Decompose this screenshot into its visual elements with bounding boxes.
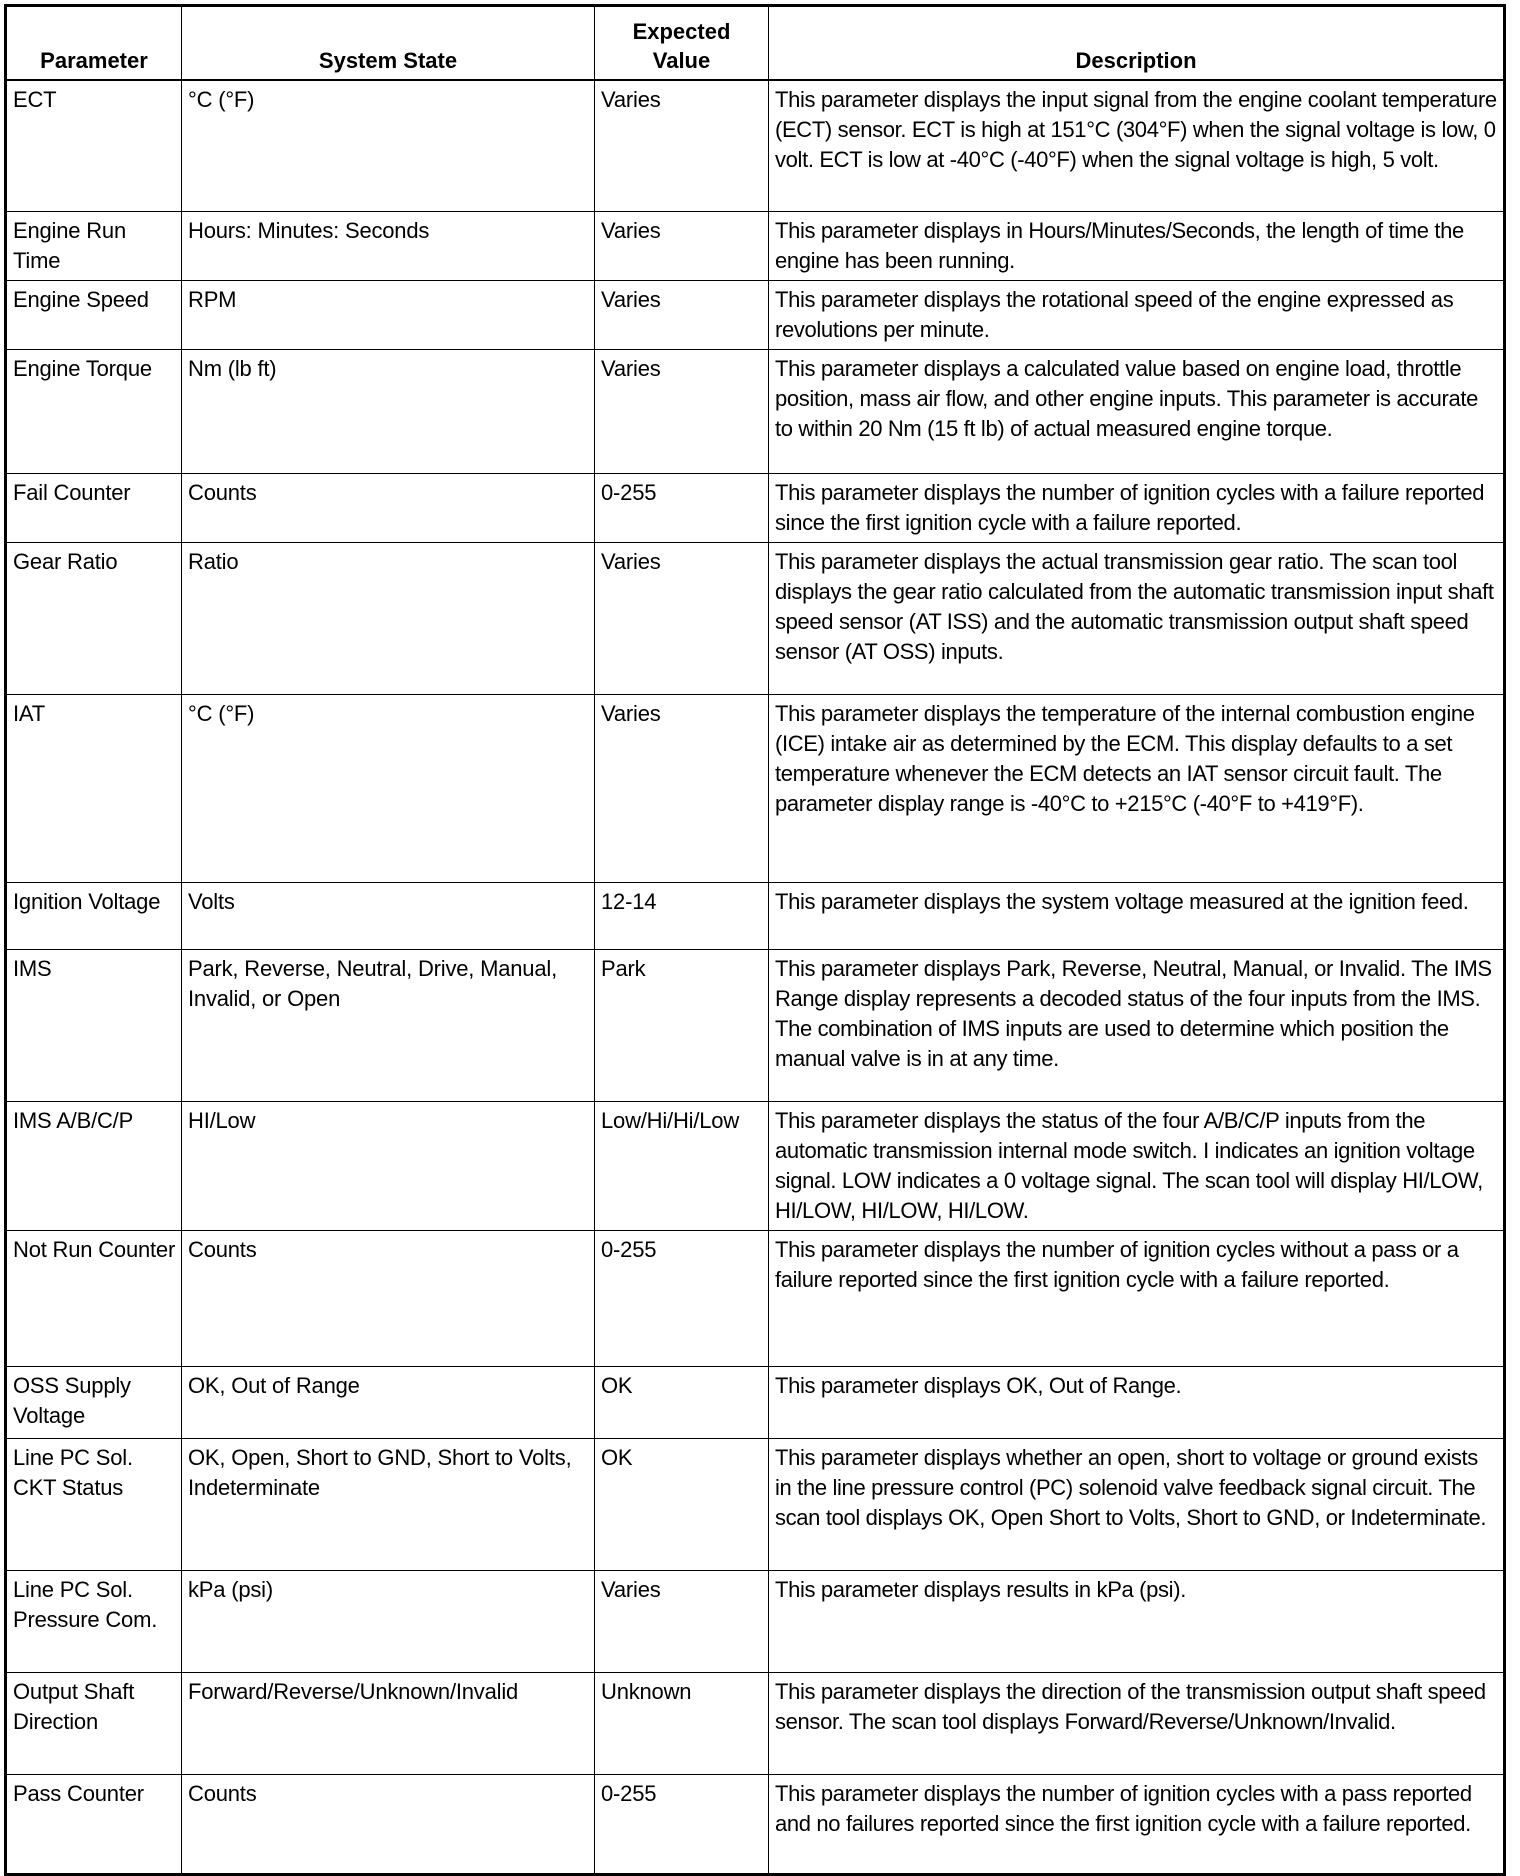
cell-system-state: Volts [182,883,595,950]
cell-description: This parameter displays the direction of the transmission output shaft speed sensor. The scan tool displays Forward/Reverse/Unknown/Invalid. [769,1673,1505,1775]
cell-parameter: Gear Ratio [6,543,182,695]
table-row [6,1673,1505,1775]
cell-expected-value: OK [595,1439,769,1571]
cell-system-state: OK, Out of Range [182,1367,595,1439]
cell-description: This parameter displays a calculated value based on engine load, throttle position, mass air flow, and other engine inputs. This parameter is accurate to within 20 Nm (15 ft lb) of actual measured engine torque. [769,350,1505,474]
table-row [6,80,1505,212]
cell-parameter: Pass Counter [6,1775,182,1875]
cell-system-state: Counts [182,1775,595,1875]
cell-expected-value: Varies [595,695,769,883]
cell-expected-value: Varies [595,350,769,474]
cell-parameter: IMS A/B/C/P [6,1102,182,1231]
cell-description: This parameter displays whether an open, short to voltage or ground exists in the line pressure control (PC) solenoid valve feedback signal circuit. The scan tool displays OK, Open Short to Volts, Short to GND, or Indeterminate. [769,1439,1505,1571]
cell-parameter: Engine Run Time [6,212,182,281]
cell-parameter: IMS [6,950,182,1102]
cell-parameter: OSS Supply Voltage [6,1367,182,1439]
cell-system-state: Hours: Minutes: Seconds [182,212,595,281]
table-row [6,1775,1505,1875]
cell-description: This parameter displays the number of ignition cycles with a failure reported since the first ignition cycle with a failure reported. [769,474,1505,543]
cell-description: This parameter displays the number of ignition cycles with a pass reported and no failures reported since the first ignition cycle with a failure reported. [769,1775,1505,1875]
table-row [6,1571,1505,1673]
cell-expected-value: Low/Hi/Hi/Low [595,1102,769,1231]
cell-expected-value: Varies [595,80,769,212]
cell-description: This parameter displays the system voltage measured at the ignition feed. [769,883,1505,950]
cell-system-state: Nm (lb ft) [182,350,595,474]
table-row [6,543,1505,695]
cell-parameter: ECT [6,80,182,212]
header-expected-value: Expected Value [595,6,769,80]
cell-expected-value: 0-255 [595,1775,769,1875]
table-row [6,474,1505,543]
table-row [6,1231,1505,1367]
cell-description: This parameter displays the actual transmission gear ratio. The scan tool displays the gear ratio calculated from the automatic transmission input shaft speed sensor (AT ISS) and the automatic transmission output shaft speed sensor (AT OSS) inputs. [769,543,1505,695]
cell-system-state: kPa (psi) [182,1571,595,1673]
cell-parameter: Line PC Sol. CKT Status [6,1439,182,1571]
cell-parameter: Engine Speed [6,281,182,350]
cell-system-state: Counts [182,474,595,543]
header-system-state: System State [182,6,595,80]
cell-parameter: IAT [6,695,182,883]
table-row [6,883,1505,950]
cell-description: This parameter displays the rotational speed of the engine expressed as revolutions per minute. [769,281,1505,350]
cell-expected-value: Varies [595,1571,769,1673]
cell-expected-value: Varies [595,281,769,350]
cell-expected-value: 0-255 [595,1231,769,1367]
header-parameter: Parameter [6,6,182,80]
cell-system-state: °C (°F) [182,695,595,883]
table-row [6,281,1505,350]
table-row [6,1439,1505,1571]
table-row [6,1367,1505,1439]
table-row [6,695,1505,883]
cell-parameter: Output Shaft Direction [6,1673,182,1775]
table-row [6,1102,1505,1231]
table-header-row [6,6,1505,80]
cell-description: This parameter displays the input signal from the engine coolant temperature (ECT) sensor. ECT is high at 151°C (304°F) when the signal voltage is low, 0 volt. ECT is low at -40°C (-40°F) when the signal voltage is high, 5 volt. [769,80,1505,212]
cell-description: This parameter displays in Hours/Minutes/Seconds, the length of time the engine has been running. [769,212,1505,281]
cell-parameter: Not Run Counter [6,1231,182,1367]
cell-expected-value: Varies [595,212,769,281]
cell-description: This parameter displays OK, Out of Range. [769,1367,1505,1439]
table-row [6,950,1505,1102]
cell-expected-value: OK [595,1367,769,1439]
table-row [6,350,1505,474]
cell-system-state: Counts [182,1231,595,1367]
header-description: Description [769,6,1505,80]
cell-system-state: Forward/Reverse/Unknown/Invalid [182,1673,595,1775]
cell-expected-value: Varies [595,543,769,695]
cell-expected-value: Park [595,950,769,1102]
cell-description: This parameter displays the number of ignition cycles without a pass or a failure reported since the first ignition cycle with a failure reported. [769,1231,1505,1367]
table-body [6,80,1505,1875]
table-row [6,212,1505,281]
cell-system-state: OK, Open, Short to GND, Short to Volts, Indeterminate [182,1439,595,1571]
cell-expected-value: 12-14 [595,883,769,950]
cell-description: This parameter displays the status of the four A/B/C/P inputs from the automatic transmission internal mode switch. I indicates an ignition voltage signal. LOW indicates a 0 voltage signal. The scan tool will display HI/LOW, HI/LOW, HI/LOW, HI/LOW. [769,1102,1505,1231]
cell-system-state: HI/Low [182,1102,595,1231]
cell-system-state: Park, Reverse, Neutral, Drive, Manual, Invalid, or Open [182,950,595,1102]
parameter-table [4,4,1506,1876]
cell-parameter: Line PC Sol. Pressure Com. [6,1571,182,1673]
cell-system-state: °C (°F) [182,80,595,212]
cell-system-state: Ratio [182,543,595,695]
cell-parameter: Engine Torque [6,350,182,474]
cell-expected-value: 0-255 [595,474,769,543]
cell-parameter: Fail Counter [6,474,182,543]
cell-system-state: RPM [182,281,595,350]
cell-parameter: Ignition Voltage [6,883,182,950]
cell-description: This parameter displays results in kPa (psi). [769,1571,1505,1673]
cell-description: This parameter displays Park, Reverse, Neutral, Manual, or Invalid. The IMS Range display represents a decoded status of the four inputs from the IMS. The combination of IMS inputs are used to determine which position the manual valve is in at any time. [769,950,1505,1102]
cell-description: This parameter displays the temperature of the internal combustion engine (ICE) intake air as determined by the ECM. This display defaults to a set temperature whenever the ECM detects an IAT sensor circuit fault. The parameter display range is -40°C to +215°C (-40°F to +419°F). [769,695,1505,883]
cell-expected-value: Unknown [595,1673,769,1775]
